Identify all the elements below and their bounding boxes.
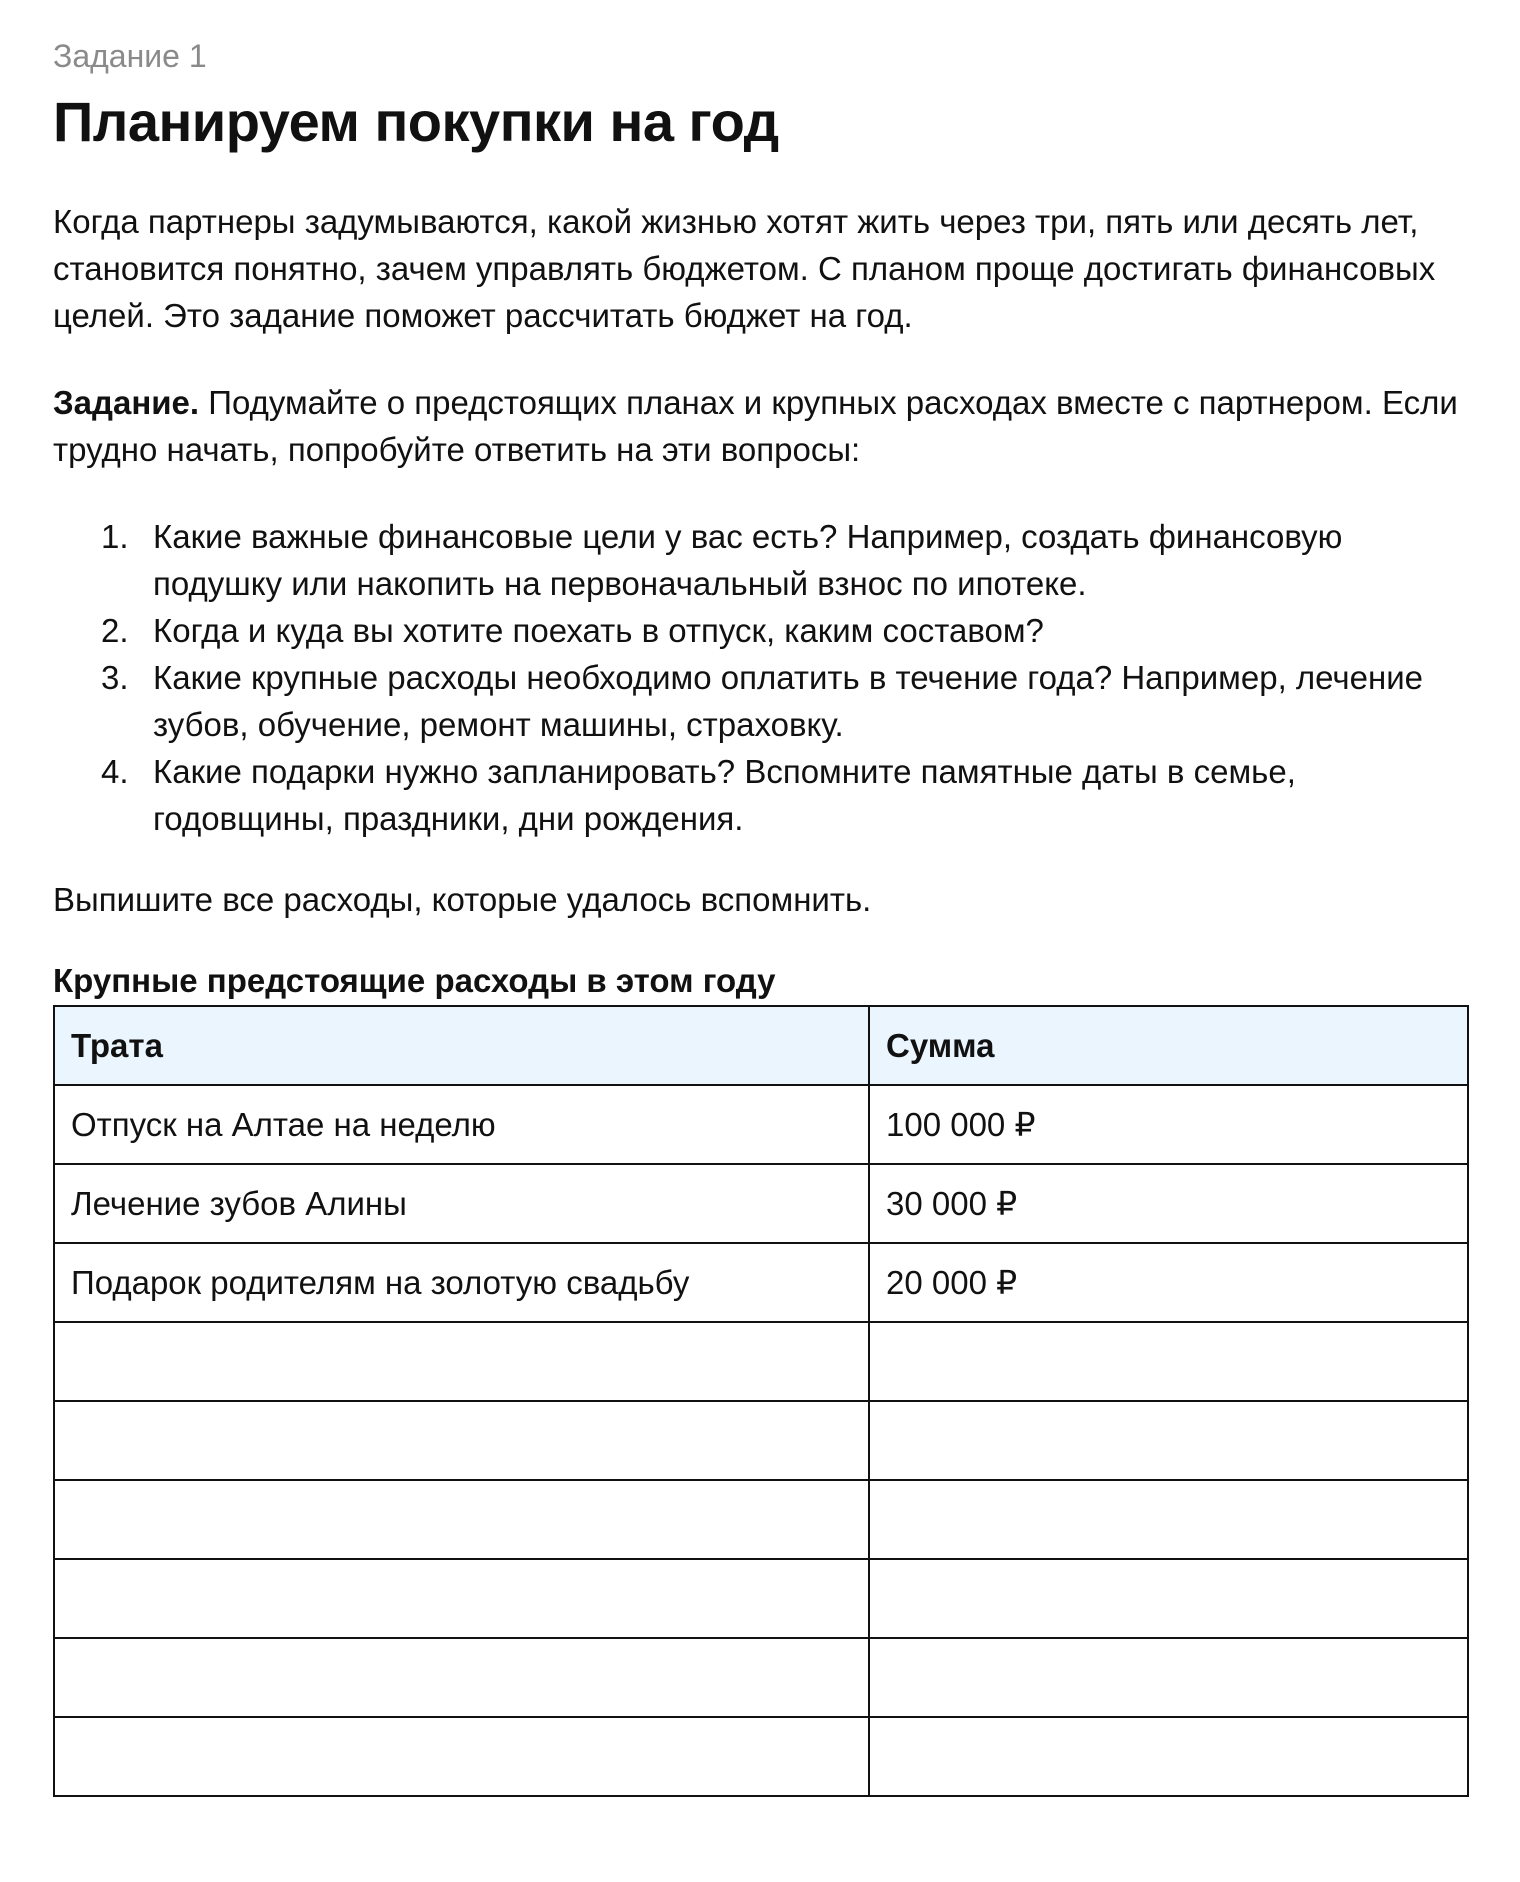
task-label: Задание.	[53, 384, 200, 421]
table-row	[54, 1322, 1468, 1401]
list-item	[53, 513, 1468, 607]
column-header-expense: Трата	[54, 1006, 869, 1085]
expense-cell: Подарок родителям на золотую свадьбу	[54, 1243, 869, 1322]
amount-cell	[869, 1717, 1468, 1796]
expenses-table	[53, 1005, 1469, 1797]
table-title: Крупные предстоящие расходы в этом году	[53, 962, 776, 999]
amount-cell	[869, 1401, 1468, 1480]
list-item	[53, 748, 1468, 842]
list-item-text: Какие важные финансовые цели у вас есть? Например, создать финансовую подушку или накопить на первоначальный взнос по ипотеке.	[153, 518, 1343, 602]
list-item	[53, 654, 1468, 748]
table-row	[54, 1717, 1468, 1796]
amount-cell	[869, 1638, 1468, 1717]
table-row	[54, 1243, 1468, 1322]
intro-paragraph: Когда партнеры задумываются, какой жизнью хотят жить через три, пять или десять лет, становится понятно, зачем управлять бюджетом. С планом проще достигать финансовых целей. Это задание поможет рассчитать бюджет на год.	[53, 203, 1436, 334]
list-item	[53, 607, 1468, 654]
page-title: Планируем покупки на год	[53, 90, 779, 153]
task-number: Задание 1	[53, 38, 207, 74]
table-row	[54, 1559, 1468, 1638]
amount-cell	[869, 1480, 1468, 1559]
list-item-number: 2.	[101, 612, 129, 649]
list-item-number: 1.	[101, 518, 129, 555]
expense-cell	[54, 1559, 869, 1638]
amount-cell: 100 000 ₽	[869, 1085, 1468, 1164]
questions-list	[53, 513, 1468, 842]
worksheet-page	[53, 36, 1468, 1797]
expense-cell	[54, 1480, 869, 1559]
outro-paragraph: Выпишите все расходы, которые удалось вспомнить.	[53, 881, 872, 918]
table-row	[54, 1480, 1468, 1559]
task-text: Подумайте о предстоящих планах и крупных расходах вместе с партнером. Если трудно начать, попробуйте ответить на эти вопросы:	[53, 384, 1458, 468]
expense-cell	[54, 1717, 869, 1796]
amount-cell: 30 000 ₽	[869, 1164, 1468, 1243]
list-item-text: Какие подарки нужно запланировать? Вспомните памятные даты в семье, годовщины, праздники, дни рождения.	[153, 753, 1296, 837]
expense-cell: Отпуск на Алтае на неделю	[54, 1085, 869, 1164]
amount-cell	[869, 1322, 1468, 1401]
table-header-row	[54, 1006, 1468, 1085]
list-item-number: 3.	[101, 659, 129, 696]
column-header-amount: Сумма	[869, 1006, 1468, 1085]
list-item-text: Когда и куда вы хотите поехать в отпуск, каким составом?	[153, 612, 1044, 649]
expense-cell	[54, 1401, 869, 1480]
list-item-number: 4.	[101, 753, 129, 790]
expense-cell	[54, 1322, 869, 1401]
amount-cell: 20 000 ₽	[869, 1243, 1468, 1322]
expense-cell: Лечение зубов Алины	[54, 1164, 869, 1243]
list-item-text: Какие крупные расходы необходимо оплатить в течение года? Например, лечение зубов, обучение, ремонт машины, страховку.	[153, 659, 1423, 743]
amount-cell	[869, 1559, 1468, 1638]
task-paragraph	[53, 379, 1468, 473]
expense-cell	[54, 1638, 869, 1717]
table-row	[54, 1164, 1468, 1243]
table-row	[54, 1401, 1468, 1480]
table-row	[54, 1638, 1468, 1717]
table-row	[54, 1085, 1468, 1164]
